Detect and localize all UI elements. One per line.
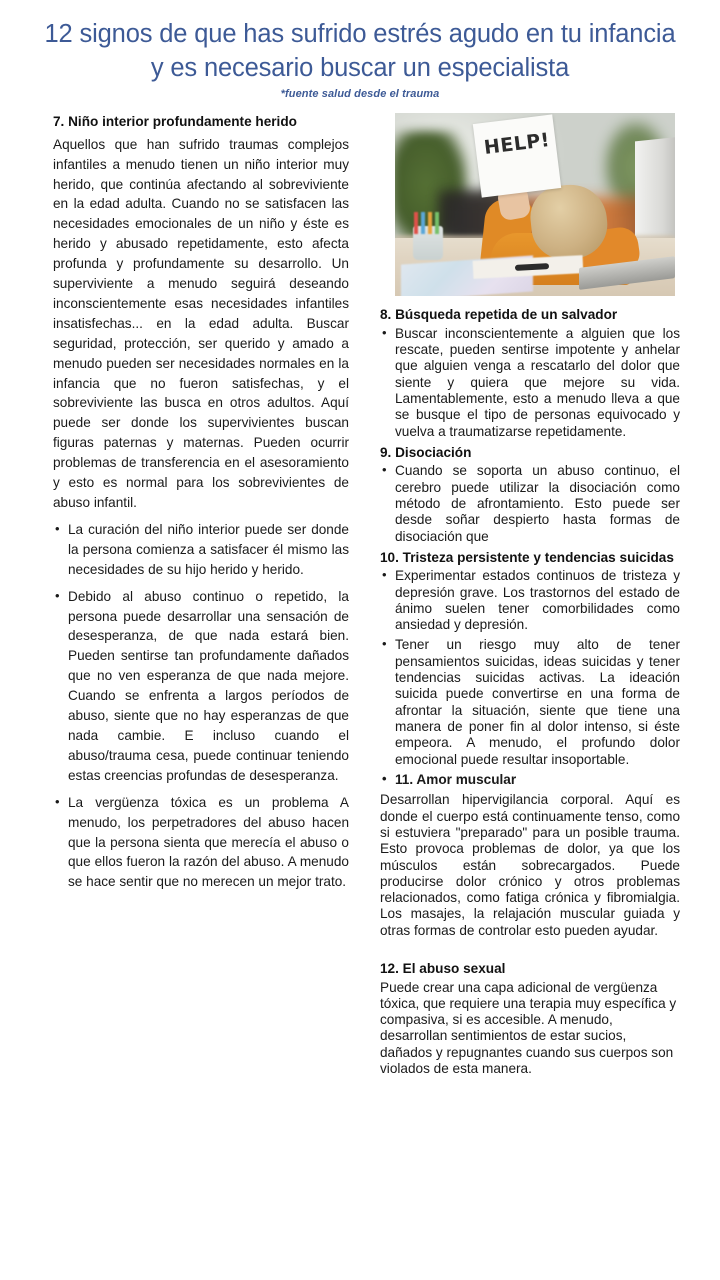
document-header xyxy=(0,0,720,104)
list-item: • Tener un riesgo muy alto de tener pensamientos suicidas, ideas suicidas y tener tendencias suicidas activas. La ideación suicida puede convertirse en una forma de afrontar la situación, siente que tiene una manera de poner fin al dolor intenso, si éste empeora. A menudo, el profundo dolor emocional puede resultar insoportable. xyxy=(380,637,680,768)
section-12-paragraph: Puede crear una capa adicional de vergüenza tóxica, que requiere una terapia muy específica y compasiva, si es accesible. A menudo, desarrollan sentimientos de estar sucios, dañados y repugnantes cuando sus cuerpos son violados de esta manera. xyxy=(380,979,677,1077)
list-item: • Debido al abuso continuo o repetido, la persona puede desarrollar una sensación de desesperanza, de que nada estará bien. Pueden sentirse tan profundamente dañados que no ven esperanza de que nada mejore. Cuando se enfrenta a largos períodos de abuso, siente que no hay esperanzas de que nada cambie. E incluso cuando el abuso/trauma cesa, puede continuar teniendo estas creencias profundas de desesperanza. xyxy=(53,587,349,786)
section-7-heading: 7. Niño interior profundamente herido xyxy=(53,114,297,130)
two-column-body xyxy=(0,104,720,1081)
list-item: • Experimentar estados continuos de tristeza y depresión grave. Los trastornos del estado de ánimo suelen tener comorbilidades como ansiedad y depresión. xyxy=(380,568,680,633)
section-9-heading: 9. Disociación xyxy=(380,444,472,460)
help-sign-text: HELP! xyxy=(482,129,552,160)
left-column xyxy=(53,113,349,899)
section-10-heading: 10. Tristeza persistente y tendencias suicidas xyxy=(380,549,674,565)
list-item: • La curación del niño interior puede ser donde la persona comienza a satisfacer él mismo las necesidades de su hijo herido y herido. xyxy=(53,520,349,580)
section-11-paragraph: Desarrollan hipervigilancia corporal. Aquí es donde el cuerpo está continuamente tenso, como si estuviera "preparado" para un posible trauma. Esto provoca problemas de dolor, ya que los músculos están sobrecargados. Puede producirse dolor crónico y otros problemas relacionados, como fatiga crónica y fibromialgia. Los masajes, la relajación muscular guiada y otras formas de controlar esto pueden ayudar. xyxy=(380,792,680,938)
section-7-bullet-list xyxy=(53,520,349,892)
list-item: • Buscar inconscientemente a alguien que los rescate, pueden sentirse impotente y anhelar que alguien venga a rescatarlo del dolor que siente y quiera que mejore su vida. Lamentablemente, esto a menudo lleva a que se busque el tipo de personas equivocado y vuelva a traumatizarse repetidamente. xyxy=(380,326,680,440)
section-10-bullet-list xyxy=(380,568,680,768)
section-12-heading: 12. El abuso sexual xyxy=(380,961,506,977)
section-11-heading: • 11. Amor muscular xyxy=(380,772,680,788)
section-9-bullet-list xyxy=(380,463,680,545)
section-8-heading: 8. Búsqueda repetida de un salvador xyxy=(380,307,618,323)
section-8-bullet-list xyxy=(380,326,680,440)
section-7-paragraph: Aquellos que han sufrido traumas complejos infantiles a menudo tienen un niño interior muy herido, que continúa afectando al sobreviviente en la edad adulta. Cuando no se satisfacen las necesidades emocionales de un niño y éste es herido y abusado repetidamente, esto afecta profunda y profundamente su desarrollo. Un superviviente a menudo seguirá deseando inconscientemente esas necesidades infantiles insatisfechas... en la edad adulta. Buscar seguridad, protección, ser querido y amado a menudo pueden ser necesidades normales en la infancia que no fueron satisfechas, y el sobreviviente las busca en otros adultos. Aquí puede ser donde los supervivientes buscan figuras paternas y maternas. Pueden ocurrir problemas de transferencia en el asesoramiento y esto es normal para los sobrevivientes de abuso infantil. xyxy=(53,136,349,511)
right-column xyxy=(380,113,680,1081)
section-11-heading-list xyxy=(380,772,680,788)
source-subtitle: *fuente salud desde el trauma xyxy=(280,88,440,101)
list-item: • La vergüenza tóxica es un problema A menudo, los perpetradores del abuso hacen que la persona sienta que merecía el abuso o que ellos fueron la razón del abuso. A menudo se hace sentir que no merecen un mejor trato. xyxy=(53,793,349,893)
child-with-help-sign-photo xyxy=(395,113,675,296)
page-title: 12 signos de que has sufrido estrés agudo en tu infancia y es necesario buscar un especialista xyxy=(44,20,676,82)
list-item: • Cuando se soporta un abuso continuo, el cerebro puede utilizar la disociación como método de afrontamiento. Esto puede ser desde soñar despierto hasta formas de disociación que xyxy=(380,463,680,545)
